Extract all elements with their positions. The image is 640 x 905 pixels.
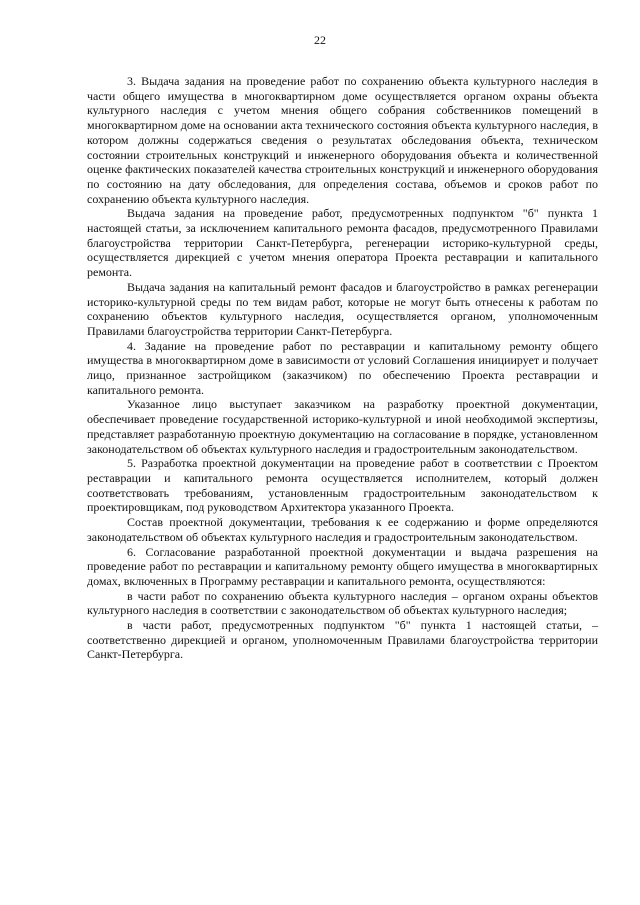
paragraph-item-6: 6. Согласование разработанной проектной документации и выдача разрешения на проведение работ по реставрации и капитальному ремонту общего имущества в многоквартирных домах, включенных в Программу реставрации и капитального ремонта, осуществляются:: [87, 544, 598, 588]
paragraph-item-5: 5. Разработка проектной документации на проведение работ в соответствии с Проектом реставрации и капитального ремонта осуществляется исполнителем, который должен соответствовать требованиям, установленным градостроительным законодательством к проектировщикам, под руководством Архитектора указанного Проекта.: [87, 456, 598, 515]
paragraph-other-works-approval: в части работ, предусмотренных подпунктом "б" пункта 1 настоящей статьи, – соответственно дирекцией и органом, уполномоченным Правилами благоустройства территории Санкт-Петербурга.: [87, 618, 598, 662]
paragraph-documentation-composition: Состав проектной документации, требования к ее содержанию и форме определяются законодательством об объектах культурного наследия и градостроительным законодательством.: [87, 515, 598, 544]
paragraph-item-3: 3. Выдача задания на проведение работ по сохранению объекта культурного наследия в части общего имущества в многоквартирном доме осуществляется органом охраны объекта культурного наследия с учетом мнения общего собрания собственников помещений в многоквартирном доме на основании акта технического состояния объекта культурного наследия, в котором должны содержаться сведения о результатах обследования объекта, техническом состоянии строительных конструкций и инженерного оборудования объекта и количественной оценке фактических показателей качества строительных конструкций и инженерного оборудования по состоянию на дату обследования, для определения состава, объемов и сроков работ по сохранению объекта культурного наследия.: [87, 74, 598, 206]
paragraph-facade-repair-task: Выдача задания на капитальный ремонт фасадов и благоустройство в рамках регенерации историко-культурной среды по тем видам работ, которые не могут быть отнесены к работам по сохранению объектов культурного наследия, осуществляется органом, уполномоченным Правилами благоустройства территории Санкт-Петербурга.: [87, 279, 598, 338]
page-number: 22: [314, 33, 326, 47]
paragraph-item-4: 4. Задание на проведение работ по реставрации и капитальному ремонту общего имущества в многоквартирном доме в зависимости от условий Соглашения инициирует и получает лицо, признанное застройщиком (заказчиком) по обеспечению Проекта реставрации и капитального ремонта.: [87, 338, 598, 397]
paragraph-heritage-works-approval: в части работ по сохранению объекта культурного наследия – органом охраны объектов культурного наследия в соответствии с законодательством об объектах культурного наследия;: [87, 588, 598, 618]
paragraph-task-issuance-directorate: Выдача задания на проведение работ, предусмотренных подпунктом "б" пункта 1 настоящей статьи, за исключением капитального ремонта фасадов, предусмотренного Правилами благоустройства территории Санкт-Петербурга, регенерации историко-культурной среды, осуществляется дирекцией с учетом мнения оператора Проекта реставрации и капитального ремонта.: [87, 206, 598, 280]
paragraph-customer-duties: Указанное лицо выступает заказчиком на разработку проектной документации, обеспечивает проведение государственной историко-культурной и иной необходимой экспертизы, представляет разработанную проектную документацию на согласование в порядке, установленном законодательством об объектах культурного наследия и градостроительным законодательством.: [87, 397, 598, 456]
document-body: [87, 74, 598, 662]
